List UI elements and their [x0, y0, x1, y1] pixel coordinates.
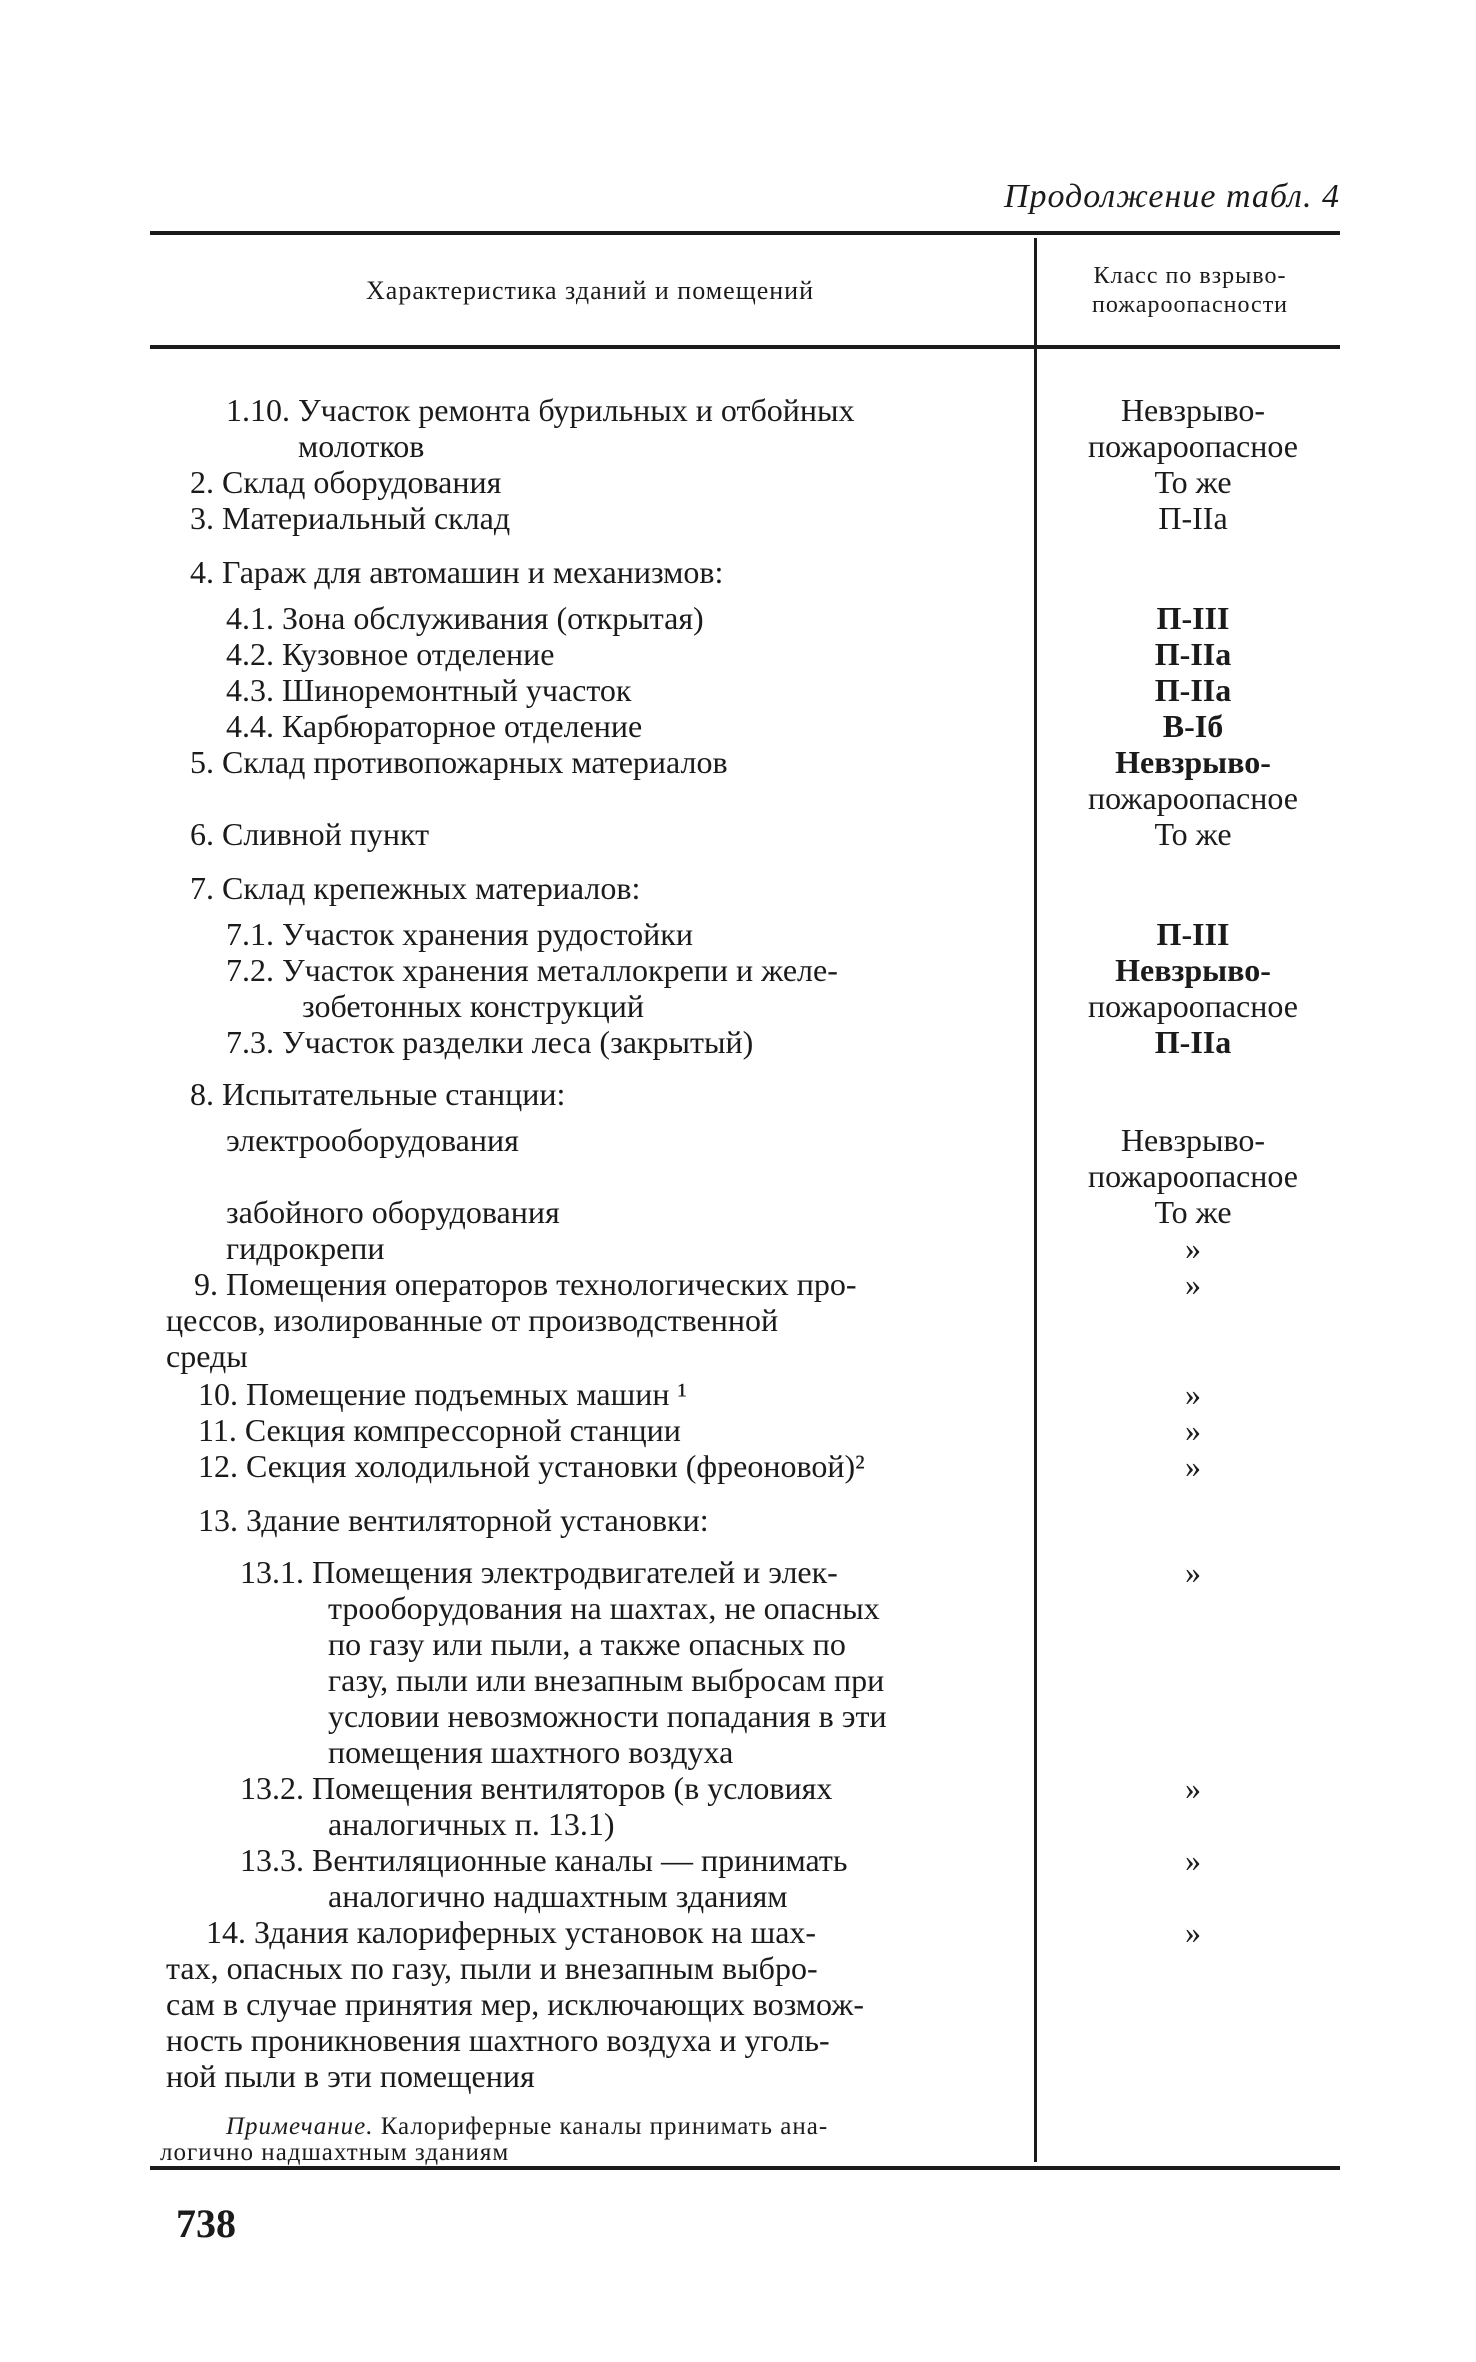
table-row: [226, 916, 1018, 952]
header-characteristic: Характеристика зданий и помещений: [366, 276, 814, 305]
class-value: пожароопасное: [1088, 780, 1298, 816]
table-row: [226, 1122, 1018, 1158]
row-text: 3. Материальный склад: [190, 500, 511, 536]
row-text: ной пыли в эти помещения: [166, 2058, 535, 2094]
row-text: забойного оборудования: [226, 1194, 560, 1230]
row-text: 4.4. Карбюраторное отделение: [226, 708, 643, 744]
row-class: [1048, 1554, 1338, 1590]
class-value: »: [1185, 1770, 1201, 1806]
class-value: »: [1185, 1266, 1201, 1302]
row-class: [1048, 1770, 1338, 1806]
row-text: 4.2. Кузовное отделение: [226, 636, 555, 672]
row-text: помещения шахтного воздуха: [328, 1734, 734, 1770]
table-row: [198, 1412, 1018, 1448]
class-value: »: [1185, 1842, 1201, 1878]
row-text: 9. Помещения операторов технологических про-: [194, 1266, 857, 1302]
class-value: П-IIа: [1154, 636, 1232, 672]
table-row: [226, 600, 1018, 636]
row-class: [1048, 1230, 1338, 1266]
class-value: »: [1185, 1230, 1201, 1266]
row-text: условии невозможности попадания в эти: [328, 1698, 887, 1734]
row-text: 14. Здания калориферных установок на шах-: [206, 1914, 817, 1950]
row-text: цессов, изолированные от производственной: [166, 1302, 779, 1338]
row-class: [1048, 1412, 1338, 1448]
row-text: 7.3. Участок разделки леса (закрытый): [226, 1024, 754, 1060]
row-class: [1048, 1914, 1338, 1950]
row-class: [1048, 744, 1338, 816]
row-class: [1048, 1024, 1338, 1060]
row-text: 13. Здание вентиляторной установки:: [198, 1502, 709, 1538]
table-row: [190, 816, 1018, 852]
class-value: П-III: [1156, 600, 1230, 636]
row-text: 13.2. Помещения вентиляторов (в условиях: [240, 1770, 833, 1806]
table-row: [190, 554, 1018, 590]
row-text: 11. Секция компрессорной станции: [198, 1412, 681, 1448]
row-class: [1048, 1376, 1338, 1412]
table-top-rule: [150, 231, 1340, 235]
class-value: Невзрыво-: [1120, 392, 1266, 428]
row-text: 4.1. Зона обслуживания (открытая): [226, 600, 704, 636]
column-divider: [1034, 238, 1037, 2162]
table-row: [166, 1266, 1018, 1374]
row-text: 2. Склад оборудования: [190, 464, 502, 500]
class-value: То же: [1154, 464, 1232, 500]
class-value: П-IIа: [1154, 672, 1232, 708]
note-label: Примечание.: [226, 2113, 374, 2140]
table-row: [226, 1230, 1018, 1266]
note-text: Калориферные каналы принимать ана-: [380, 2113, 829, 2140]
table-row: [226, 392, 1018, 464]
header-bottom-rule: [150, 345, 1340, 349]
table-row: [226, 672, 1018, 708]
row-text: 13.3. Вентиляционные каналы — принимать: [240, 1842, 848, 1878]
row-class: [1048, 1448, 1338, 1484]
class-value: П-IIа: [1154, 1024, 1232, 1060]
class-value: То же: [1154, 1194, 1232, 1230]
table-row: [190, 870, 1018, 906]
row-text: 1.10. Участок ремонта бурильных и отбойных: [226, 392, 855, 428]
row-text: 5. Склад противопожарных материалов: [190, 744, 728, 780]
table-row: [198, 1502, 1018, 1538]
row-text: электрооборудования: [226, 1122, 519, 1158]
row-text: 7. Склад крепежных материалов:: [190, 870, 641, 906]
row-class: [1048, 1266, 1338, 1302]
row-text: 10. Помещение подъемных машин ¹: [198, 1376, 688, 1412]
row-class: [1048, 952, 1338, 1024]
table-row: [166, 1914, 1018, 2094]
header-class-line1: Класс по взрыво-: [1093, 263, 1287, 289]
row-text: аналогичных п. 13.1): [328, 1806, 615, 1842]
table-row: [226, 952, 1018, 1024]
row-text: 4. Гараж для автомашин и механизмов:: [190, 554, 724, 590]
class-value: »: [1185, 1376, 1201, 1412]
row-class: [1048, 816, 1338, 852]
class-value: пожароопасное: [1088, 988, 1298, 1024]
row-text: молотков: [298, 428, 425, 464]
table-row: [240, 1842, 1018, 1914]
row-class: [1048, 1842, 1338, 1878]
table-row: [190, 744, 1018, 780]
row-class: [1048, 636, 1338, 672]
class-value: Невзрыво-: [1120, 1122, 1266, 1158]
row-text: 4.3. Шиноремонтный участок: [226, 672, 632, 708]
table-row: [190, 464, 1018, 500]
page-number: 738: [176, 2201, 236, 2246]
row-text: по газу или пыли, а также опасных по: [328, 1626, 846, 1662]
row-text: аналогично надшахтным зданиям: [328, 1878, 788, 1914]
row-text: сам в случае принятия мер, исключающих возмож-: [166, 1986, 864, 2022]
table-row: [240, 1554, 1018, 1770]
table-row: [226, 708, 1018, 744]
class-value: »: [1185, 1914, 1201, 1950]
row-class: [1048, 916, 1338, 952]
table-note: [160, 2114, 1018, 2166]
row-class: [1048, 500, 1338, 536]
header-class-line2: пожароопасности: [1091, 292, 1289, 318]
header-class: [1042, 262, 1338, 320]
table-row: [190, 1076, 1018, 1112]
class-value: П-IIа: [1158, 500, 1228, 536]
class-value: пожароопасное: [1088, 1158, 1298, 1194]
table-bottom-rule: [150, 2166, 1340, 2170]
row-class: [1048, 708, 1338, 744]
row-text: 13.1. Помещения электродвигателей и элек-: [240, 1554, 838, 1590]
table-row: [198, 1448, 1018, 1484]
table-row: [226, 1024, 1018, 1060]
row-text: ность проникновения шахтного воздуха и уголь-: [166, 2022, 830, 2058]
row-class: [1048, 464, 1338, 500]
row-text: 7.2. Участок хранения металлокрепи и желе-: [226, 952, 838, 988]
class-value: »: [1185, 1448, 1201, 1484]
row-text: зобетонных конструкций: [302, 988, 644, 1024]
row-class: [1048, 392, 1338, 464]
row-class: [1048, 1122, 1338, 1194]
class-value: Невзрыво-: [1115, 744, 1271, 780]
class-value: То же: [1154, 816, 1232, 852]
row-class: [1048, 1194, 1338, 1230]
table-row: [198, 1376, 1018, 1412]
note-text: логично надшахтным зданиям: [160, 2139, 510, 2166]
table-row: [226, 636, 1018, 672]
row-text: среды: [166, 1338, 248, 1374]
row-text: газу, пыли или внезапным выбросам при: [328, 1662, 885, 1698]
row-text: 12. Секция холодильной установки (фреоновой)²: [198, 1448, 865, 1484]
class-value: »: [1185, 1554, 1201, 1590]
class-value: В-Iб: [1162, 708, 1224, 744]
row-text: тах, опасных по газу, пыли и внезапным выбро-: [166, 1950, 818, 1986]
row-text: 6. Сливной пункт: [190, 816, 430, 852]
class-value: Невзрыво-: [1115, 952, 1271, 988]
row-text: 7.1. Участок хранения рудостойки: [226, 916, 693, 952]
row-text: трооборудования на шахтах, не опасных: [328, 1590, 880, 1626]
row-text: 8. Испытательные станции:: [190, 1076, 566, 1112]
class-value: П-III: [1156, 916, 1230, 952]
table-row: [240, 1770, 1018, 1842]
row-class: [1048, 600, 1338, 636]
table-row: [226, 1194, 1018, 1230]
table-row: [190, 500, 1018, 536]
class-value: пожароопасное: [1088, 428, 1298, 464]
row-text: гидрокрепи: [226, 1230, 385, 1266]
row-class: [1048, 672, 1338, 708]
continuation-caption: Продолжение табл. 4: [1003, 178, 1340, 215]
class-value: »: [1185, 1412, 1201, 1448]
